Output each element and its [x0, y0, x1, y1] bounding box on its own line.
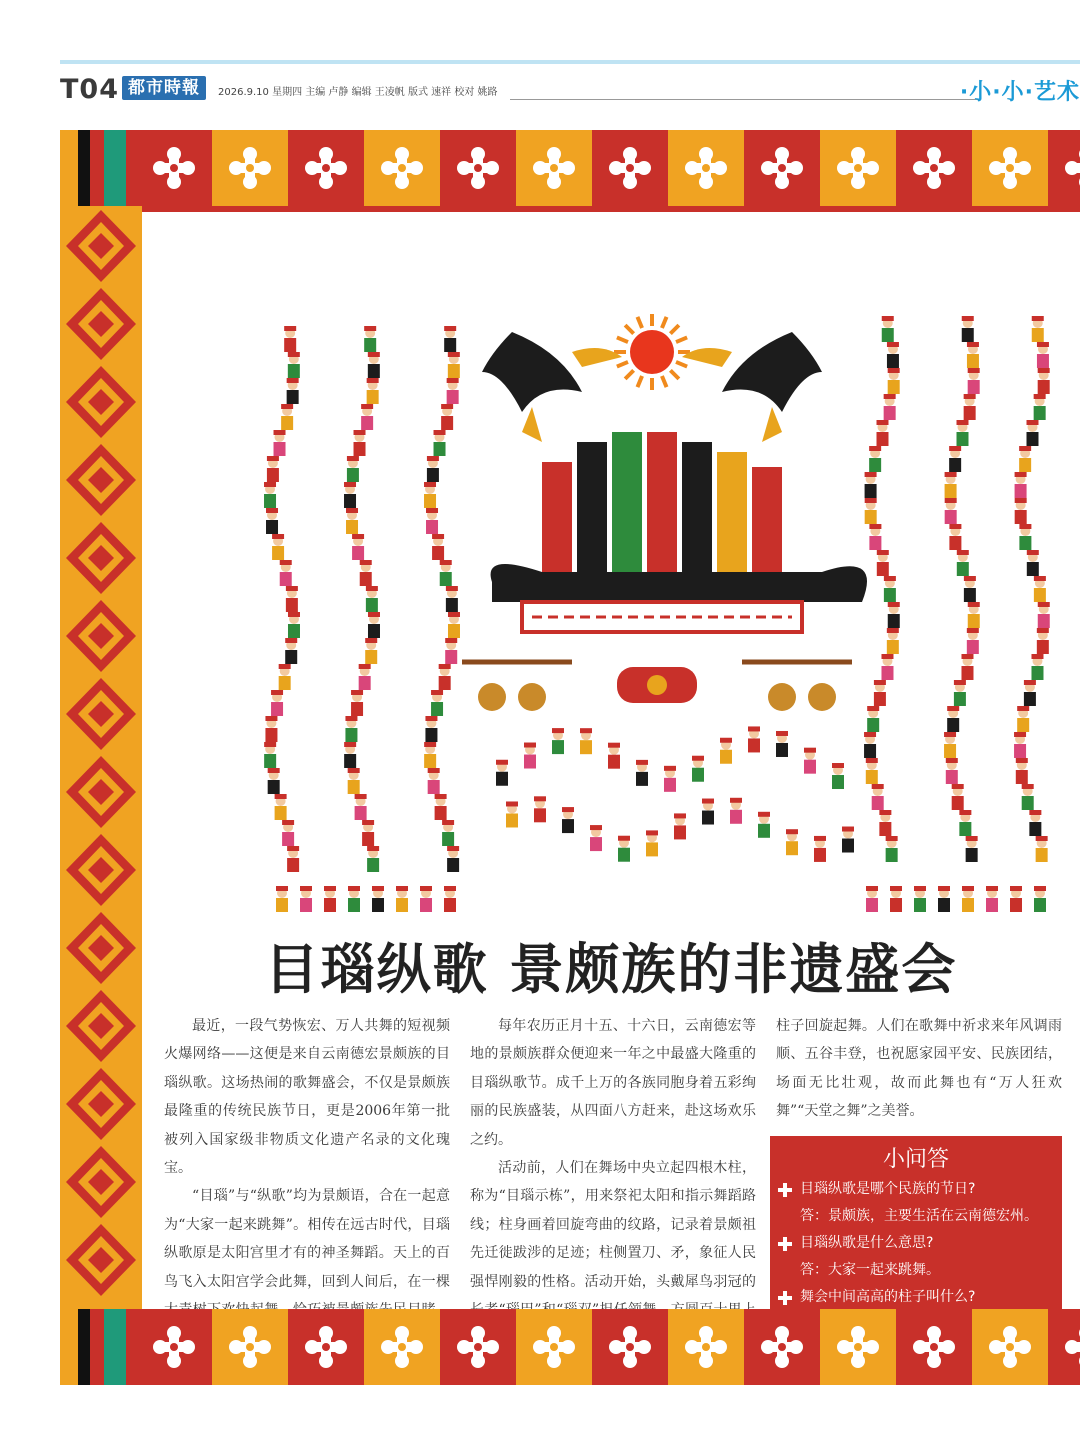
dancer-figure	[968, 602, 980, 628]
decorative-frame	[60, 130, 1080, 1385]
dancer-figure	[938, 886, 950, 912]
dancer-figure	[1019, 524, 1031, 550]
cross-flower-icon	[896, 130, 972, 206]
cross-flower-icon	[668, 130, 744, 206]
dancer-figure	[1015, 498, 1027, 524]
dancer-figure	[758, 812, 770, 838]
cross-flower-icon	[972, 130, 1048, 206]
dancer-figure	[1024, 680, 1036, 706]
dancer-figure	[442, 820, 454, 846]
cross-flower-icon	[136, 1309, 212, 1385]
dancer-figure	[431, 690, 443, 716]
dancer-figure	[776, 731, 788, 757]
cross-flower-icon	[972, 1309, 1048, 1385]
dancer-figure	[448, 612, 460, 638]
dancer-figure	[1026, 420, 1038, 446]
dancer-figure	[271, 690, 283, 716]
plus-icon	[778, 1291, 792, 1305]
dancer-figure	[886, 836, 898, 862]
dancer-figure	[524, 743, 536, 769]
dancer-figure	[884, 394, 896, 420]
dancer-figure	[448, 352, 460, 378]
cross-flower-icon	[592, 130, 668, 206]
dancer-figure	[961, 654, 973, 680]
dancer-figure	[884, 576, 896, 602]
dancer-figure	[355, 794, 367, 820]
stripe-block-icon	[60, 1309, 136, 1385]
dancer-figure	[959, 810, 971, 836]
dancer-figure	[272, 534, 284, 560]
dancer-figure	[281, 404, 293, 430]
dancer-figure	[265, 716, 277, 742]
dancer-figure	[367, 846, 379, 872]
dancer-figure	[372, 886, 384, 912]
dancer-figure	[324, 886, 336, 912]
dancer-figure	[887, 342, 899, 368]
plus-icon	[778, 1237, 792, 1251]
dancer-figure	[702, 799, 714, 825]
dancer-figure	[362, 820, 374, 846]
dancer-figure	[1036, 836, 1048, 862]
dancer-figure	[1027, 550, 1039, 576]
dancer-figure	[1014, 732, 1026, 758]
dancer-figure	[434, 430, 446, 456]
dancer-figure	[832, 763, 844, 789]
dancer-figure	[552, 728, 564, 754]
dancer-figure	[396, 886, 408, 912]
dancer-figure	[865, 472, 877, 498]
dancer-figure	[360, 560, 372, 586]
dancer-figure	[1022, 784, 1034, 810]
munao-posts-icon	[491, 432, 867, 632]
dancer-figure	[947, 706, 959, 732]
dancer-figure	[674, 813, 686, 839]
dancer-figure	[439, 664, 451, 690]
cross-flower-icon	[1048, 1309, 1080, 1385]
dancer-figure	[1019, 446, 1031, 472]
dancer-figure	[804, 748, 816, 774]
dancer-figure	[1038, 602, 1050, 628]
dancer-figure	[344, 482, 356, 508]
dancer-figure	[890, 886, 902, 912]
cross-flower-icon	[516, 130, 592, 206]
dancer-figure	[786, 829, 798, 855]
dancer-figure	[944, 732, 956, 758]
dancer-figure	[646, 830, 658, 856]
top-rule	[60, 60, 1080, 64]
dancer-figure	[346, 508, 358, 534]
dancer-figure	[364, 326, 376, 352]
dancer-figure	[279, 664, 291, 690]
cross-flower-icon	[896, 1309, 972, 1385]
dancer-figure	[367, 378, 379, 404]
dancer-figure	[288, 612, 300, 638]
diamond-pattern-icon	[60, 206, 142, 1309]
quiz-title: 小问答	[882, 1147, 949, 1172]
dancer-figure	[964, 394, 976, 420]
dancer-figure	[365, 638, 377, 664]
quiz-question: 目瑙纵歌是什么意思?	[800, 1235, 934, 1251]
drum-and-gongs-icon	[462, 662, 852, 711]
hornbill-left-icon	[482, 332, 622, 442]
dancer-figure	[866, 886, 878, 912]
dancer-figure	[962, 316, 974, 342]
cross-flower-icon	[364, 1309, 440, 1385]
dancer-figure	[720, 738, 732, 764]
dancer-figure	[345, 716, 357, 742]
cross-flower-icon	[288, 130, 364, 206]
dancer-figure	[447, 378, 459, 404]
cross-flower-icon	[668, 1309, 744, 1385]
dancer-figure	[446, 586, 458, 612]
dancer-figure	[496, 760, 508, 786]
dancer-figure	[300, 886, 312, 912]
paragraph: “目瑙”与“纵歌”均为景颇语，合在一起意为“大家一起来跳舞”。相传在远古时代，目瑙纵歌原是太阳宫里才有的神圣舞蹈。天上的百鸟飞入太阳宫学会此舞，回到人间后，在一棵	[164, 1188, 450, 1290]
dancer-figure	[879, 810, 891, 836]
dancer-figure	[872, 784, 884, 810]
cross-flower-icon	[212, 130, 288, 206]
dancer-figure	[264, 742, 276, 768]
dancer-figure	[440, 560, 452, 586]
dancer-figure	[748, 726, 760, 752]
dancer-figure	[424, 482, 436, 508]
dancer-figure	[284, 326, 296, 352]
dancer-figure	[881, 654, 893, 680]
dancer-figure	[1034, 394, 1046, 420]
dancer-figure	[288, 352, 300, 378]
top-pattern-band	[60, 130, 1080, 206]
dancer-figure	[664, 766, 676, 792]
dancer-figure	[428, 768, 440, 794]
dancer-figure	[352, 534, 364, 560]
dancer-figure	[967, 342, 979, 368]
munaozongge-illustration	[242, 312, 1062, 932]
dancer-figure	[287, 846, 299, 872]
dancer-figure	[865, 498, 877, 524]
paragraph: 柱子回旋起舞。人们在歌舞中祈求来年风调雨顺、五谷丰登，也祝愿家园平安、民族团结，场面无比壮观，故而此舞也有“万人狂欢舞”“天堂之舞”之美誉。	[776, 1018, 1062, 1120]
dancer-figure	[590, 825, 602, 851]
article-title: 目瑙纵歌 景颇族的非遗盛会	[264, 938, 958, 1001]
paragraph: 每年农历正月十五、十六日，云南德宏等地的景颇族群众便迎来一年之中最盛大隆重的目瑙纵歌节。成千上万的各族同胞身着五彩绚丽的民族盛装，从四面八方赶来，赴这场欢乐之约。	[470, 1018, 756, 1148]
dancer-figure	[276, 886, 288, 912]
dancer-figure	[968, 368, 980, 394]
dancer-figure	[1031, 654, 1043, 680]
dancer-figure	[967, 628, 979, 654]
cross-flower-icon	[592, 1309, 668, 1385]
dancer-figure	[1034, 576, 1046, 602]
page-number: T04	[60, 74, 119, 105]
dancer-figure	[1037, 342, 1049, 368]
dancer-figure	[562, 807, 574, 833]
dancer-figure	[1029, 810, 1041, 836]
dancer-figure	[618, 836, 630, 862]
newspaper-masthead: 都市時報	[122, 76, 206, 100]
article-column-1	[164, 1012, 450, 1353]
dancer-figure	[280, 560, 292, 586]
dancer-figure	[285, 638, 297, 664]
dancer-figure	[962, 886, 974, 912]
dancer-figure	[351, 690, 363, 716]
dancer-figure	[814, 836, 826, 862]
bottom-tiles	[136, 1309, 1080, 1385]
dancer-figure	[964, 576, 976, 602]
dancer-figure	[368, 352, 380, 378]
quiz-question: 目瑙纵歌是哪个民族的节日?	[800, 1181, 976, 1197]
dancer-figure	[348, 886, 360, 912]
dancer-figure	[287, 378, 299, 404]
dancer-figure	[506, 801, 518, 827]
dancer-figure	[882, 316, 894, 342]
hornbill-right-icon	[682, 332, 822, 442]
cross-flower-icon	[440, 130, 516, 206]
dancer-figure	[957, 550, 969, 576]
top-tiles	[136, 130, 1080, 206]
dancer-figure	[420, 886, 432, 912]
dancer-figure	[366, 586, 378, 612]
dancer-figure	[534, 796, 546, 822]
dancer-figure	[869, 524, 881, 550]
dancer-figure	[426, 508, 438, 534]
bottom-pattern-band	[60, 1309, 1080, 1385]
dancer-figure	[945, 498, 957, 524]
cross-flower-icon	[820, 1309, 896, 1385]
dancer-figure	[1038, 368, 1050, 394]
dancer-figure	[1037, 628, 1049, 654]
dancer-figure	[441, 404, 453, 430]
cross-flower-icon	[1048, 130, 1080, 206]
dancer-figure	[888, 602, 900, 628]
dancer-figure	[274, 430, 286, 456]
paragraph: 最近，一段气势恢宏、万人共舞的短视频火爆网络——这便是来自云南德宏景颇族的目瑙纵歌。这场热闹的歌舞盛会，不仅是景颇族最隆重的传统民族节日，更是2006年第一批被列入国家级非物质文化遗产名录的文化瑰宝。	[164, 1018, 450, 1177]
dancer-figure	[1032, 316, 1044, 342]
dancer-figure	[914, 886, 926, 912]
dancer-figure	[946, 758, 958, 784]
dancer-figure	[266, 508, 278, 534]
column-name: ·小·小·艺术	[959, 80, 1080, 105]
left-diamond-border	[60, 206, 142, 1309]
quiz-item	[770, 1230, 1062, 1284]
dancer-figure	[888, 368, 900, 394]
dancer-figure	[347, 456, 359, 482]
dancer-figure	[268, 768, 280, 794]
paragraph: 活动前，人们在舞场中央立起四根木柱，称为“目瑙示栋”，用来祭祀太阳和指示舞蹈路线；柱身画着回旋弯曲的纹路，记录着景颇祖先迁徙跋涉的足迹；柱侧置刀、矛，象征人民强悍刚毅的性格。活动开始，头戴犀鸟羽冠的	[470, 1160, 756, 1290]
content-panel	[142, 212, 1080, 1309]
quiz-answer: 答：景颇族，主要生活在云南德宏州。	[800, 1208, 1038, 1224]
dancer-figure	[282, 820, 294, 846]
dancer-figure	[444, 326, 456, 352]
quiz-answer: 答：大家一起来跳舞。	[800, 1262, 940, 1278]
dancer-figure	[424, 742, 436, 768]
cross-flower-icon	[136, 130, 212, 206]
dancer-figure	[1034, 886, 1046, 912]
header-rule	[510, 99, 980, 100]
dancer-figure	[368, 612, 380, 638]
dancer-figure	[348, 768, 360, 794]
stripe-block-icon	[60, 130, 136, 206]
cross-flower-icon	[744, 1309, 820, 1385]
dancer-figure	[608, 743, 620, 769]
dancer-figure	[966, 836, 978, 862]
dancer-figure	[866, 758, 878, 784]
dancer-figure	[580, 728, 592, 754]
dancer-figure	[275, 794, 287, 820]
dancer-figure	[447, 846, 459, 872]
dancer-figure	[842, 827, 854, 853]
plus-icon	[778, 1183, 792, 1197]
dancer-figure	[444, 886, 456, 912]
dancer-figure	[952, 784, 964, 810]
dancer-figure	[986, 886, 998, 912]
dancer-figure	[435, 794, 447, 820]
dancer-figure	[730, 798, 742, 824]
cross-flower-icon	[212, 1309, 288, 1385]
cross-flower-icon	[744, 130, 820, 206]
sun-icon	[614, 314, 690, 390]
cross-flower-icon	[440, 1309, 516, 1385]
dancer-figure	[286, 586, 298, 612]
dancer-figure	[1010, 886, 1022, 912]
page-header	[60, 72, 1080, 108]
dancer-figure	[864, 732, 876, 758]
dancer-figure	[887, 628, 899, 654]
dancer-figure	[427, 456, 439, 482]
quiz-question: 舞会中间高高的柱子叫什么?	[800, 1289, 976, 1305]
dancer-figure	[1015, 472, 1027, 498]
dancer-figure	[1017, 706, 1029, 732]
dancer-figure	[956, 420, 968, 446]
dancer-figure	[874, 680, 886, 706]
dancer-figure	[869, 446, 881, 472]
dancer-figure	[361, 404, 373, 430]
dancer-figure	[267, 456, 279, 482]
dancer-figure	[949, 446, 961, 472]
dancer-figure	[945, 472, 957, 498]
dancer-figure	[949, 524, 961, 550]
dancer-figure	[354, 430, 366, 456]
issue-meta: 2026.9.10 星期四 主编 卢静 编辑 王凌帆 版式 速祥 校对 姚路	[218, 87, 498, 98]
article-column-3	[776, 1012, 1062, 1126]
dancer-figure	[876, 420, 888, 446]
cross-flower-icon	[516, 1309, 592, 1385]
cross-flower-icon	[820, 130, 896, 206]
cross-flower-icon	[364, 130, 440, 206]
dancer-figure	[359, 664, 371, 690]
dancer-figure	[867, 706, 879, 732]
dancer-figure	[264, 482, 276, 508]
dancer-figure	[877, 550, 889, 576]
dancer-figure	[1016, 758, 1028, 784]
dancer-figure	[432, 534, 444, 560]
dancer-figure	[692, 756, 704, 782]
dancer-figure	[425, 716, 437, 742]
quiz-item	[770, 1176, 1062, 1230]
cross-flower-icon	[288, 1309, 364, 1385]
dancer-figure	[445, 638, 457, 664]
dancer-figure	[636, 760, 648, 786]
dancer-figure	[344, 742, 356, 768]
dancer-figure	[954, 680, 966, 706]
